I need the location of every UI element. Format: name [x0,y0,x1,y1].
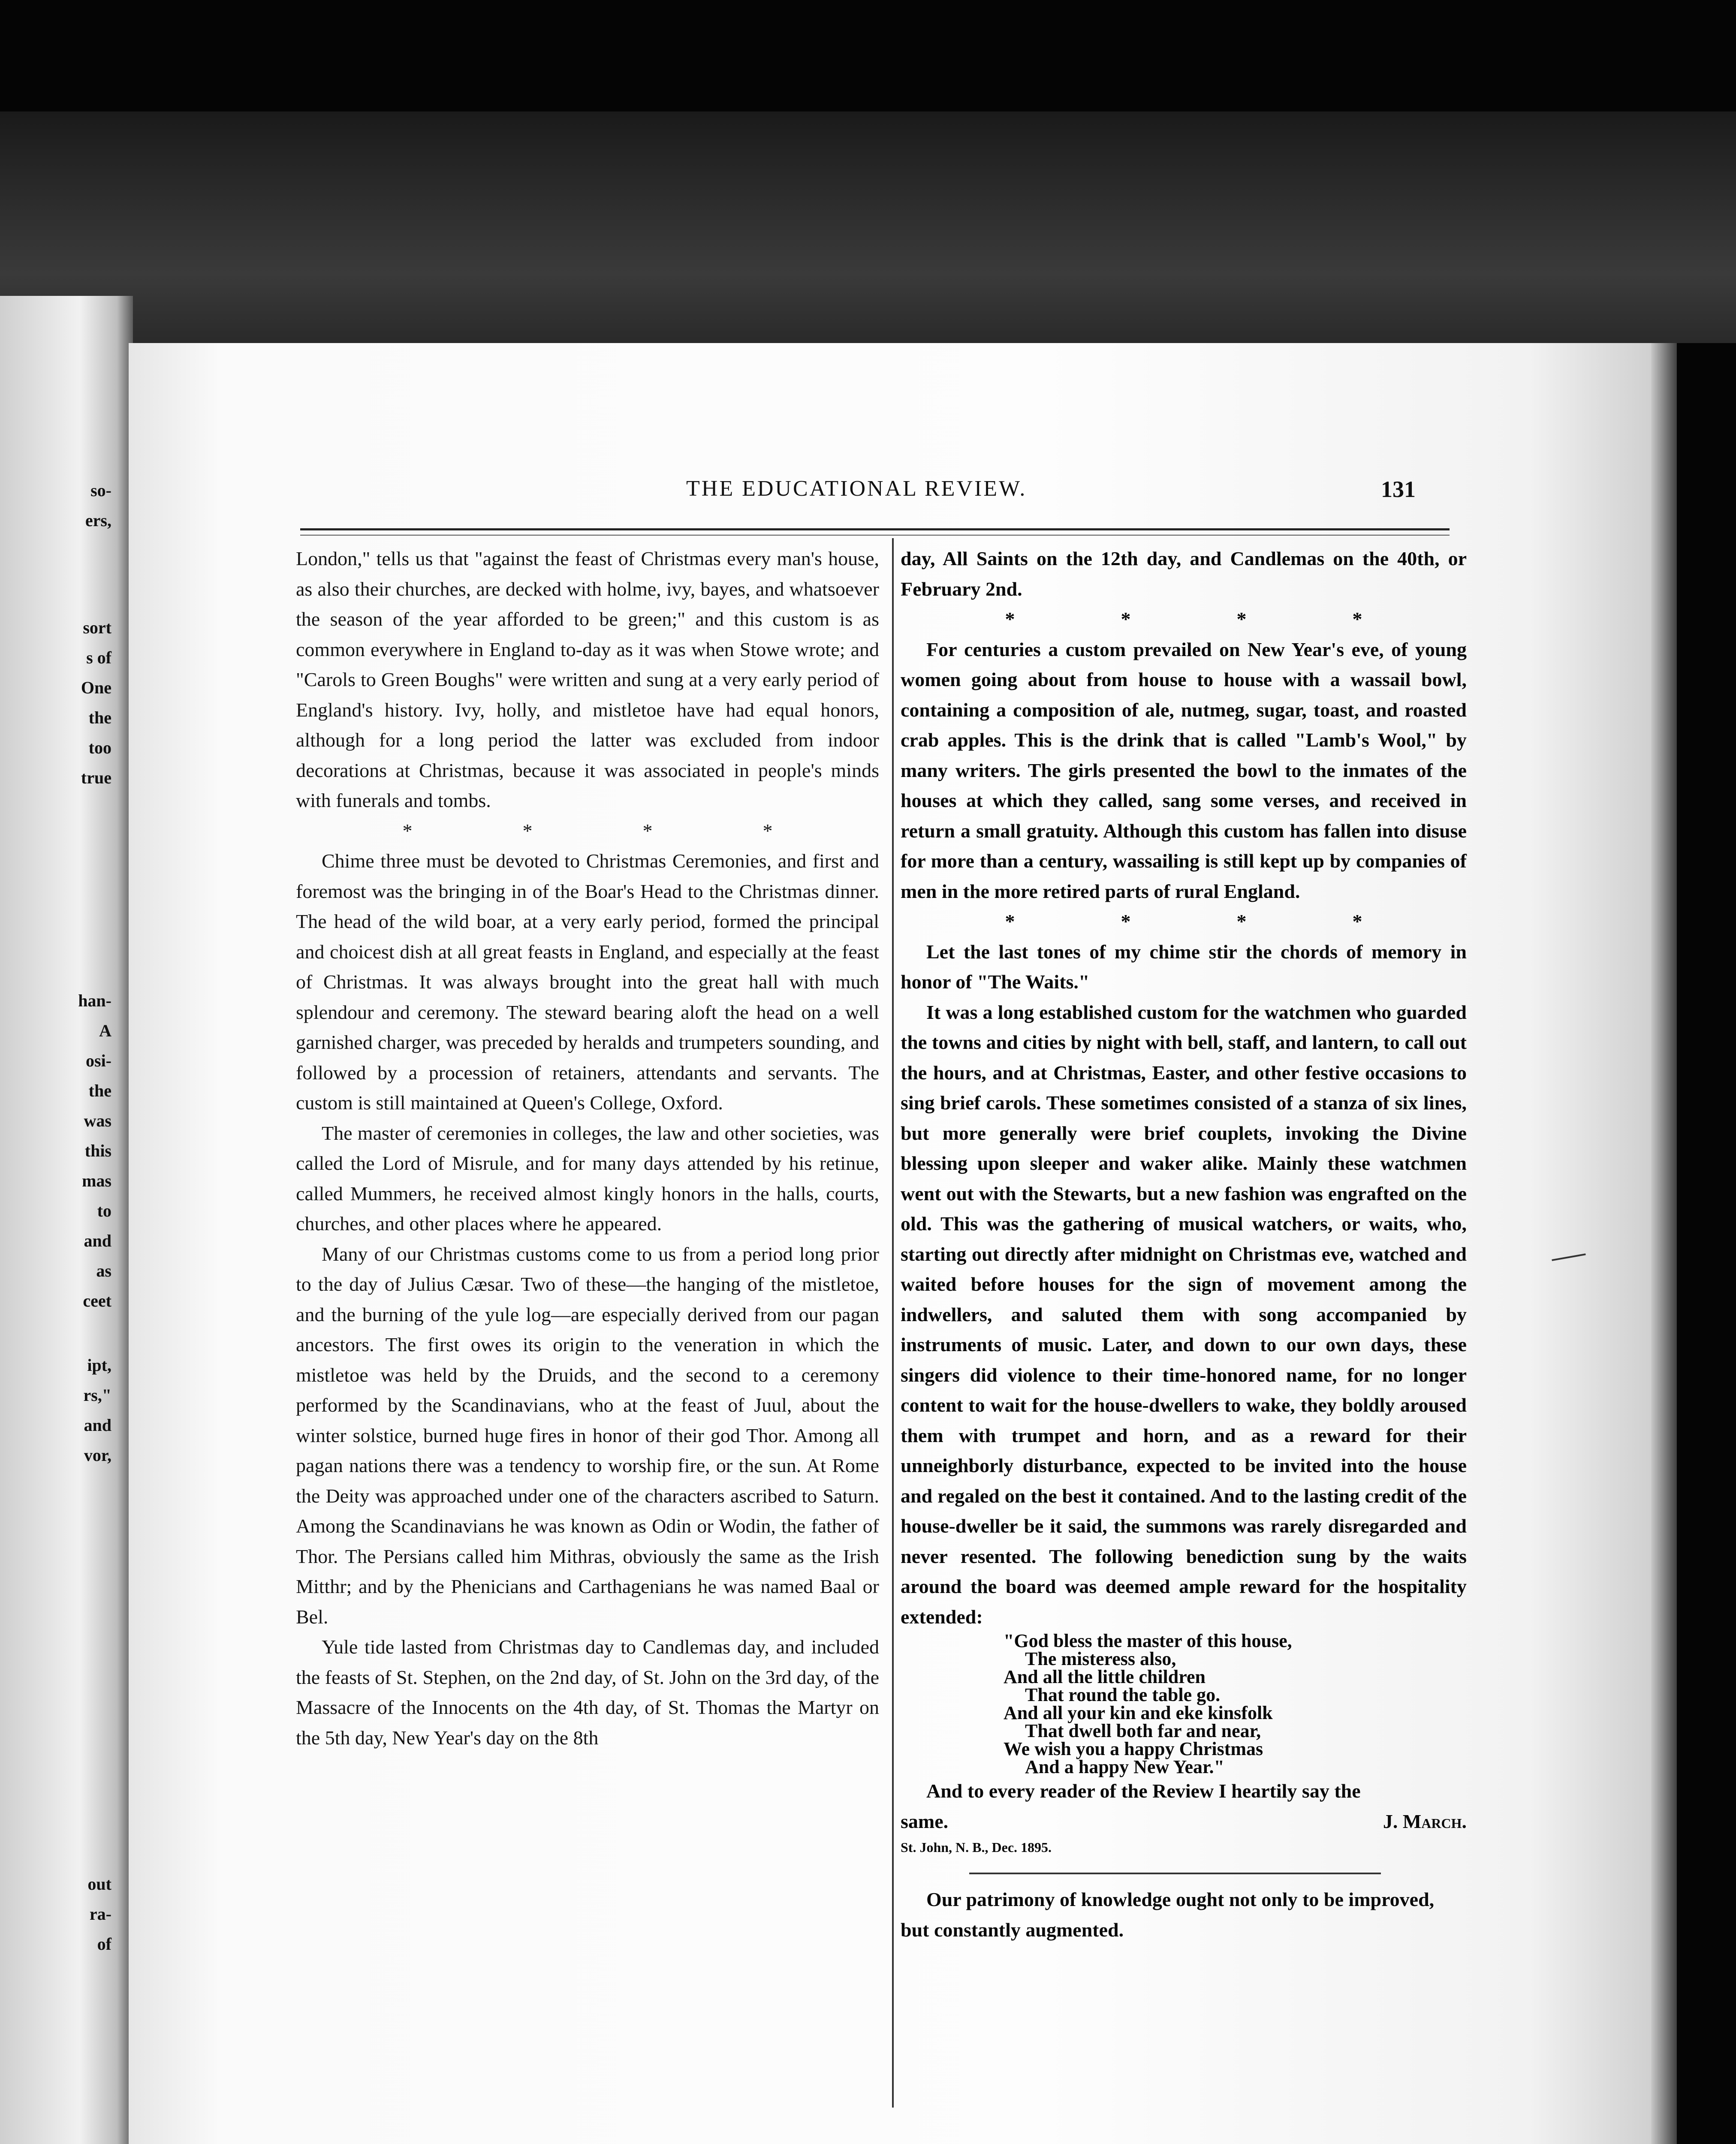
dateline: St. John, N. B., Dec. 1895. [901,1840,1052,1855]
verse-line: That round the table go. [1025,1684,1221,1705]
paragraph: Let the last tones of my chime stir the chords of memory in honor of "The Waits." [901,940,1467,993]
facing-page-fragment: mas [82,1171,112,1190]
benediction-verse [1004,1632,1467,1776]
facing-page-fragment: out [87,1874,112,1894]
verse-line: The misteress also, [1025,1648,1176,1669]
star: * [1236,910,1247,932]
facing-page-fragment: vor, [84,1445,112,1465]
facing-page-fragment: to [97,1201,112,1220]
star: * [402,819,413,842]
facing-page-fragment: so- [90,481,112,500]
running-title: THE EDUCATIONAL REVIEW. [686,476,1027,501]
page-header [686,476,1480,506]
facing-page-fragment: too [88,738,112,757]
facing-page-fragment: and [84,1415,112,1435]
facing-page-fragment: s of [86,648,112,667]
verse-line: And all your kin and eke kinsfolk [1004,1702,1273,1723]
author-signature: J. March. [1383,1810,1467,1832]
facing-page-fragment: One [81,678,112,697]
paragraph: day, All Saints on the 12th day, and Candlemas on the 40th, or February 2nd. [901,548,1467,600]
star: * [1236,608,1247,630]
facing-page-fragment: this [84,1141,112,1160]
paragraph: For centuries a custom prevailed on New Year's eve, of young women going about from house to house with a wassail bowl, containing a composition of ale, nutmeg, sugar, toast, and roasted crab apples. This is the drink that is called "Lamb's Wool," by many writers. The girls presented the bowl to the inmates of the houses at which they called, sang some verses, and received in return a small gratuity. Although this custom has fallen into disuse for more than a century, wassailing is still kept up by companies of men in the more retired parts of rural England. [901,638,1467,902]
verse-line: And a happy New Year." [1025,1756,1224,1777]
star: * [1121,910,1131,932]
paragraph: The master of ceremonies in colleges, the law and other societies, was called the Lord of Misrule, and for many days attended by his retinue, called Mummers, he received almost kingly honors in the halls, courts, churches, and other places where he appeared. [296,1122,879,1235]
column-divider [892,538,894,2108]
star: * [1352,608,1362,630]
left-column [296,544,879,1753]
paragraph: It was a long established custom for the watchmen who guarded the towns and cities by night with bell, staff, and lantern, to call out the hours, and at Christmas, Easter, and other festive occasions to sing brief carols. These sometimes consisted of a stanza of six lines, but more generally were brief couplets, invoking the Divine blessing upon sleeper and waker alike. Mainly these watchmen went out with the Stewarts, but a new fashion was engrafted on the old. This was the gathering of musical watchers, or waits, who, starting out directly after midnight on Christmas eve, watched and waited before houses for the sign of movement among the indwellers, and saluted them with song accompanied by instruments of music. Later, and down to our own days, these singers did violence to their time-honored name, for no longer content to wait for the house-dwellers to wake, they boldly aroused them with trumpet and horn, and as a reward for their unneighborly disturbance, expected to be invited into the house and regaled on the best it contained. And to the lasting credit of the house-dweller be it said, the summons was rarely disregarded and never resented. The following benediction sung by the waits around the board was deemed ample reward for the hospitality extended: [901,1001,1467,1628]
facing-page-fragment: sort [83,618,112,637]
verse-line: And all the little children [1004,1666,1206,1687]
facing-page-fragment: A [99,1021,112,1040]
facing-page-fragment: true [81,768,112,787]
facing-page-fragment: ra- [89,1904,112,1924]
facing-page-fragment: han- [78,991,112,1010]
page-number: 131 [1381,476,1416,502]
verse-line: We wish you a happy Christmas [1004,1738,1263,1759]
paragraph: And to every reader of the Review I heartily say the [926,1780,1361,1802]
scanner-top-band [0,111,1736,343]
facing-page-fragment: ipt, [87,1355,112,1375]
section-break-stars [901,906,1467,937]
header-rule [300,528,1450,530]
verse-line: That dwell both far and near, [1025,1720,1261,1741]
star: * [1352,910,1362,932]
star: * [763,819,773,842]
facing-page-edge [0,296,133,2144]
paragraph-end: same. [901,1810,949,1832]
paragraph: Chime three must be devoted to Christmas Ceremonies, and first and foremost was the bringing in of the Boar's Head to the Christmas dinner. The head of the wild boar, at a very early period, formed the principal and choicest dish at all great feasts in England, and especially at the feast of Christmas. It was always brought into the great hall with much splendour and ceremony. The steward bearing aloft the head on a well garnished charger, was preceded by heralds and trumpeters sounding, and followed by a procession of retainers, attendants and servants. The custom is still maintained at Queen's College, Oxford. [296,850,879,1114]
verse-line: "God bless the master of this house, [1004,1630,1292,1651]
facing-page-fragment: the [88,708,112,727]
facing-page-fragment: ceet [83,1291,112,1310]
paragraph: London," tells us that "against the feast of Christmas every man's house, as also their churches, are decked with holme, ivy, bayes, and whatsoever the season of the year afforded to be green;" and this custom is as common everywhere in England to-day as it was when Stowe wrote; and "Carols to Green Boughs" were written and sung at a very early period of England's history. Ivy, holly, and mistletoe have had equal honors, although for a long period the latter was excluded from indoor decorations at Christmas, because it was associated in people's minds with funerals and tombs. [296,548,879,811]
star: * [1121,608,1131,630]
facing-page-fragment: of [97,1934,112,1954]
page-right-edge [1651,343,1677,2144]
facing-page-fragment: as [96,1261,112,1280]
section-rule [969,1873,1381,1874]
right-column [901,544,1467,1945]
facing-page-fragment: the [88,1081,112,1100]
paragraph: Yule tide lasted from Christmas day to Candlemas day, and included the feasts of St. Stephen, on the 2nd day, of St. John on the 3rd day, of the Massacre of the Innocents on the 4th day, of St. Thomas the Martyr on the 5th day, New Year's day on the 8th [296,1636,879,1749]
star: * [522,819,533,842]
section-break-stars [901,604,1467,635]
facing-page-fragment: was [84,1111,112,1130]
facing-page-fragment: osi- [86,1051,112,1070]
signature-row [901,1807,1467,1837]
star: * [1005,910,1015,932]
section-break-stars [296,816,879,846]
facing-page-fragment: and [84,1231,112,1250]
paragraph: Many of our Christmas customs come to us from a period long prior to the day of Julius Cæsar. Two of these—the hanging of the mistletoe, and the burning of the yule log—are especially derived from our pagan ancestors. The first owes its origin to the veneration in which the mistletoe was held by the Druids, and the second to a ceremony performed by the Scandinavians, who at the feast of Juul, about the winter solstice, burned huge fires in honor of their god Thor. Among all pagan nations there was a tendency to worship fire, or the sun. At Rome the Deity was approached under one of the characters ascribed to Saturn. Among the Scandinavians he was known as Odin or Wodin, the father of Thor. The Persians called him Mithras, obviously the same as the Irish Mitthr; and by the Phenicians and Carthagenians he was named Baal or Bel. [296,1243,879,1628]
star: * [642,819,653,842]
facing-page-fragment: ers, [85,511,112,530]
star: * [1005,608,1015,630]
facing-page-fragment: rs," [83,1385,112,1405]
paragraph: Our patrimony of knowledge ought not only to be improved, but constantly augmented. [901,1888,1435,1941]
header-rule-thin [300,535,1450,536]
